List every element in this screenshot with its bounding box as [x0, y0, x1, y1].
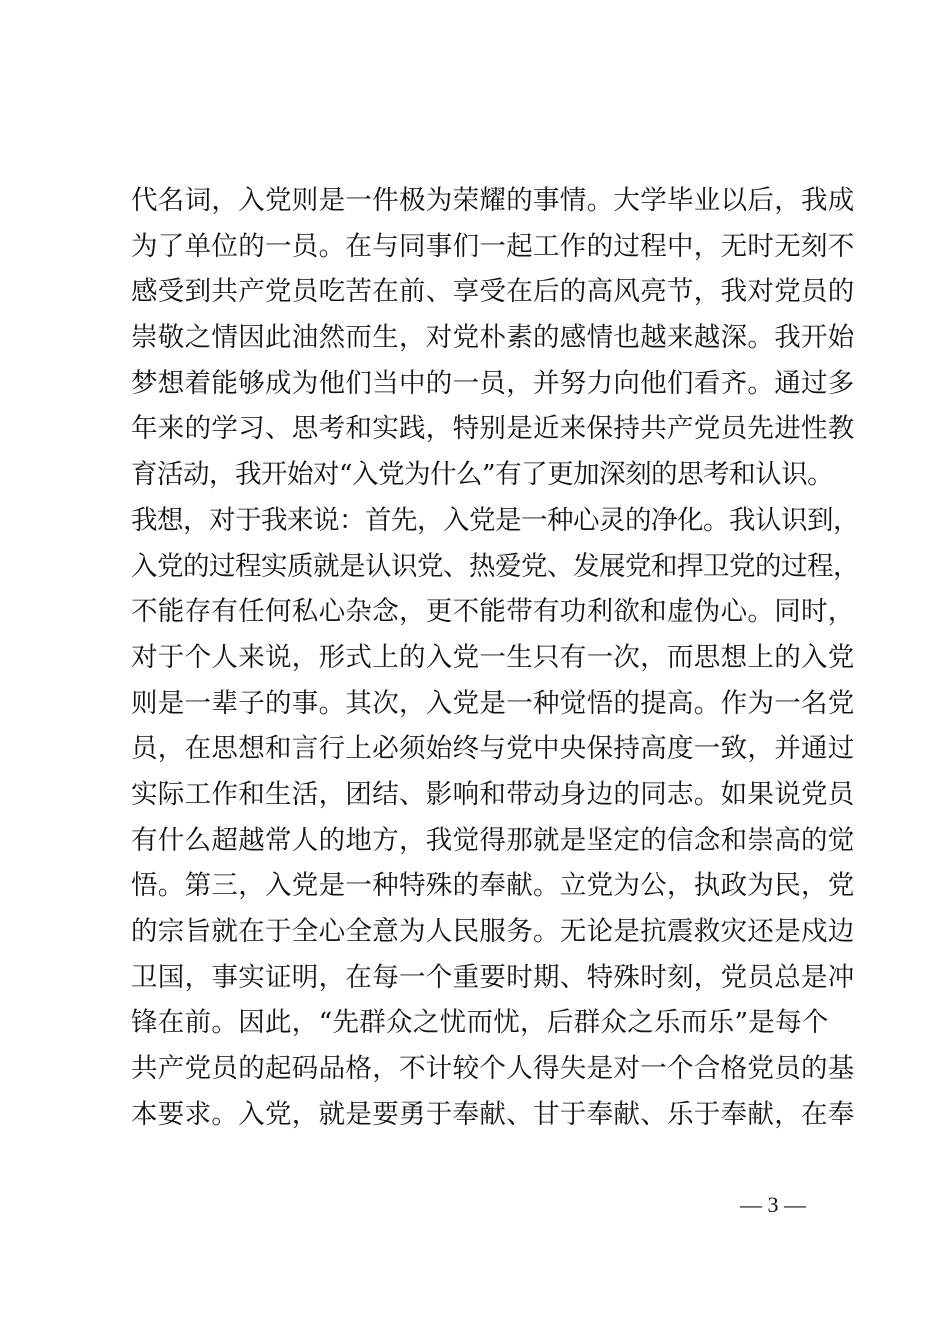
text-line: 代名词，入党则是一件极为荣耀的事情。大学毕业以后，我成: [131, 185, 855, 216]
text-line: 梦想着能够成为他们当中的一员，并努力向他们看齐。通过多: [131, 367, 855, 399]
text-line: 本要求。入党，就是要勇于奉献、甘于奉献、乐于奉献，在奉: [131, 1098, 855, 1130]
text-line: 的宗旨就在于全心全意为人民服务。无论是抗震救灾还是戍边: [131, 916, 855, 947]
text-line: 感受到共产党员吃苦在前、享受在后的高风亮节，我对党员的: [131, 276, 855, 308]
text-line: 育活动，我开始对“入党为什么”有了更加深刻的思考和认识。: [131, 459, 834, 491]
text-line: 崇敬之情因此油然而生，对党朴素的感情也越来越深。我开始: [131, 322, 855, 354]
text-line: 为了单位的一员。在与同事们一起工作的过程中，无时无刻不: [131, 230, 855, 262]
text-line: 入党的过程实质就是认识党、热爱党、发展党和捍卫党的过程，: [131, 550, 859, 582]
text-line: 实际工作和生活，团结、影响和带动身边的同志。如果说党员: [131, 778, 855, 810]
text-line: 对于个人来说，形式上的入党一生只有一次，而思想上的入党: [131, 641, 855, 673]
text-line: 有什么超越常人的地方，我觉得那就是坚定的信念和崇高的觉: [131, 824, 855, 856]
text-line: 悟。第三，入党是一种特殊的奉献。立党为公，执政为民，党: [131, 870, 855, 902]
text-line: 我想，对于我来说：首先，入党是一种心灵的净化。我认识到，: [131, 504, 859, 536]
page-number: — 3 —: [740, 1192, 806, 1217]
text-line: 不能存有任何私心杂念，更不能带有功利欲和虚伪心。同时，: [131, 596, 855, 628]
text-line: 锋在前。因此，“先群众之忧而忧，后群众之乐而乐”是每个: [131, 1007, 829, 1039]
text-line: 则是一辈子的事。其次，入党是一种觉悟的提高。作为一名党: [131, 687, 855, 719]
text-line: 年来的学习、思考和实践，特别是近来保持共产党员先进性教: [131, 413, 855, 445]
text-line: 卫国，事实证明，在每一个重要时期、特殊时刻，党员总是冲: [131, 961, 855, 993]
document-body: [131, 178, 859, 1137]
text-line: 员，在思想和言行上必须始终与党中央保持高度一致，并通过: [131, 733, 855, 765]
text-line: 共产党员的起码品格，不计较个人得失是对一个合格党员的基: [131, 1053, 855, 1085]
